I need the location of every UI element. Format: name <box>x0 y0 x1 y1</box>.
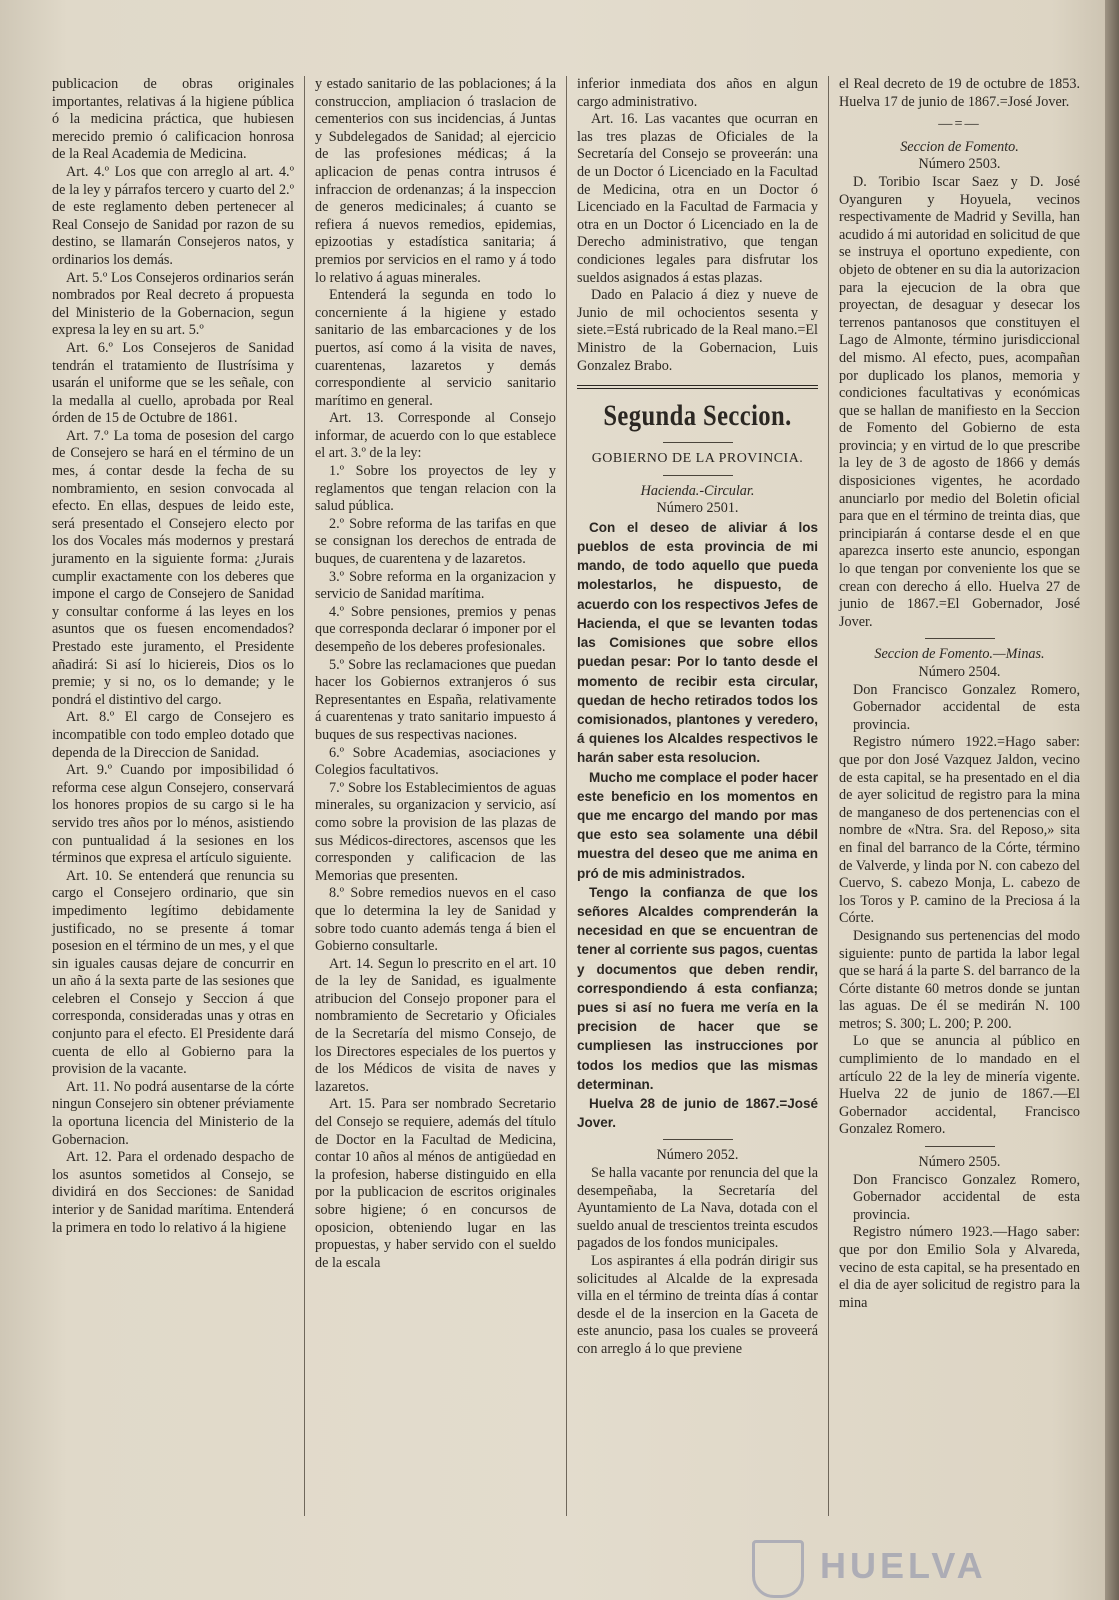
circular-rule <box>663 1139 733 1140</box>
paragraph: 3.º Sobre reforma en la organizacion y servicio de Sanidad marítima. <box>315 568 556 603</box>
ornament-separator: —=— <box>938 116 981 133</box>
minas-rule <box>925 1146 995 1147</box>
circular-text <box>577 518 818 1133</box>
paragraph: 1.º Sobre los proyectos de ley y reglamentos que tengan relacion con la salud pública. <box>315 463 556 515</box>
paragraph: Registro número 1922.=Hago saber: que por don José Vazquez Jaldon, vecino de esta capital, se ha presentado en el dia de ayer solicitud de registro para la mina de manganeso de dos pertenencias con el nombre de «Ntra. Sra. del Reposo,» sita en final del barranco de la Córte, término de Valverde, y linda por N. con cabezo del Cuervo, S. cabezo Monja, L. cabezo de los Toros y P. camino de la Preciosa á la Córte. <box>839 734 1080 927</box>
paragraph: Art. 8.º El cargo de Consejero es incompatible con todo empleo dotado que dependa de la Direccion de Sanidad. <box>52 709 294 761</box>
watermark-shield-icon <box>752 1540 804 1598</box>
number-2505: Número 2505. <box>918 1154 1001 1171</box>
paragraph: D. Toribio Iscar Saez y D. José Oyanguren y Hoyuela, vecinos respectivamente de Madrid y Sevilla, han acudido á mi autoridad en solicitud de que se instruya el oportuno expediente, con objeto de obtener en su dia la autorizacion para la ejecucion de la obra que proyectan, de desaguar y desecar los terrenos pantanosos que constituyen el Lago de Almonte, término jurisdiccional del mismo. Al efecto, pues, acompañan por duplicado los planos, memoria y condiciones facultativas y económicas que se hallan de manifiesto en la Seccion de Fomento del Gobierno de esta provincia; y en virtud de lo que prescribe la ley de 3 de agosto de 1866 y demás disposiciones vigentes, he acordado anunciarlo por medio del Boletin oficial para que en el término de treinta dias, que principiarán á contarse desde el en que aparezca inserto este anuncio, espongan lo que tengan por conveniente los que se crean con derecho á ello. Huelva 27 de junio de 1867.=El Gobernador, José Jover. <box>839 173 1080 630</box>
column-4-c-paragraphs <box>839 734 1080 1139</box>
paragraph: 7.º Sobre los Establecimientos de aguas minerales, su organizacion y servicio, así como sobre la provision de las plazas de sus Médicos-directores, ascensos que les corresponden y calificacion de las Memorias que presenten. <box>315 779 556 884</box>
paragraph: Art. 6.º Los Consejeros de Sanidad tendrán el tratamiento de Ilustrísima y usarán el uniforme que se les señale, con la medalla al cuello, aprobada por Real órden de 15 de Octubre de 1861. <box>52 339 294 427</box>
paragraph: Registro número 1923.—Hago saber: que por don Emilio Sola y Alvareda, vecino de esta capital, se ha presentado en el dia de ayer solicitud de registro para la mina <box>839 1224 1080 1311</box>
column-3 <box>566 76 828 1516</box>
paragraph: 2.º Sobre reforma de las tarifas en que se consignan los derechos de entrada de buques, de cuarentena y de lazaretos. <box>315 515 556 568</box>
column-3-top-paragraphs <box>577 76 818 375</box>
circular-paragraph: Mucho me complace el poder hacer este beneficio en los momentos en que me encargo del mando por mas que esto sea solamente una débil muestra del deseo que me anima en pró de mis administrados. <box>577 769 818 881</box>
column-1-paragraphs <box>52 76 294 1237</box>
column-4-d-paragraphs <box>839 1224 1080 1312</box>
paragraph: Entenderá la segunda en todo lo concerniente á la higiene y estado sanitario de las embarcaciones y de los puertos, así como á la visita de naves, cuarentenas, lazaretos y demás correspondiente al servicio sanitario marítimo en general. <box>315 287 556 409</box>
paragraph: 5.º Sobre las reclamaciones que puedan hacer los Gobiernos extranjeros ó sus Representantes en España, relativamente á cuarentenas y trato sanitario impuesto á buques de sus respectivas naciones. <box>315 656 556 743</box>
paragraph: Art. 9.º Cuando por imposibilidad ó reforma cese algun Consejero, conservará los honores propios de su cargo si le ha servido tres años por lo ménos, asistiendo con puntualidad á la sesiones en los términos que expresa el artículo siguiente. <box>52 762 294 867</box>
column-3-bottom-paragraphs <box>577 1165 818 1359</box>
paragraph: Art. 15. Para ser nombrado Secretario del Consejo se requiere, además del título de Doctor en la Facultad de Medicina, contar 10 años al ménos de antigüedad en la profesion, haberse distinguido en ella por la publicacion de escritos originales sobre higiene; ó en concursos de oposicion, obteniendo lugar en las propuestas, y haber servido con el sueldo de la escala <box>315 1096 556 1271</box>
number-2052: Número 2052. <box>656 1147 739 1164</box>
number-2504: Número 2504. <box>918 664 1001 680</box>
paragraph: inferior inmediata dos años en algun cargo administrativo. <box>577 76 818 110</box>
number-2501: Número 2501. <box>656 500 739 517</box>
hacienda-heading: Hacienda.-Circular. <box>640 482 755 499</box>
paragraph: Lo que se anuncia al público en cumplimiento de lo mandado en el artículo 22 de la ley de minería vigente. Huelva 22 de junio de 1867.—El Gobernador accidental, Francisco Gonzalez Romero. <box>839 1033 1080 1138</box>
paragraph: el Real decreto de 19 de octubre de 1853. Huelva 17 de junio de 1867.=José Jover. <box>839 76 1080 110</box>
column-1 <box>42 76 304 1516</box>
column-4 <box>828 76 1090 1516</box>
paragraph: Art. 4.º Los que con arreglo al art. 4.º de la ley y párrafos tercero y cuarto del 2.º de este reglamento deben pertenecer al Real Consejo de Sanidad por razon de su destino, se llamarán Consejeros natos, y ordinarios los demás. <box>52 163 294 268</box>
paragraph: Art. 16. Las vacantes que ocurran en las tres plazas de Oficiales de la Secretaría del Consejo se proveerán: una de un Doctor ó Licenciado en la Facultad de Medicina, otra en un Doctor ó Licenciado en la Facultad de Farmacia y otra en un Doctor ó Licenciado en la de Derecho administrativo, que tengan condiciones legales para disfrutar los sueldos asignados á estas plazas. <box>577 111 818 286</box>
gobierno-rule <box>663 475 733 476</box>
fomento-rule <box>925 638 995 639</box>
governor-2504: Don Francisco Gonzalez Romero, Gobernador accidental de esta provincia. <box>853 681 1080 733</box>
number-2503: Número 2503. <box>918 156 1001 173</box>
paragraph: Designando sus pertenencias del modo siguiente: punto de partida la labor legal que se hará á la parte S. del barranco de la Córte distante 60 metros donde se juntan las aguas. De él se medirán N. 100 metros; S. 300; L. 200; P. 200. <box>839 927 1080 1032</box>
paragraph: Art. 5.º Los Consejeros ordinarios serán nombrados por Real decreto á propuesta del Ministerio de la Gobernacion, segun expresa la ley en su art. 5.º <box>52 269 294 339</box>
watermark-text: HUELVA <box>820 1545 987 1586</box>
minas-heading: Seccion de Fomento.—Minas. <box>874 646 1045 663</box>
text-columns <box>42 76 1092 1516</box>
paragraph: 4.º Sobre pensiones, premios y penas que corresponda declarar ó imponer por el desempeño de los deberes profesionales. <box>315 603 556 655</box>
circular-paragraph: Con el deseo de aliviar á los pueblos de esta provincia de mi mando, de todo aquello que pueda molestarlos, he dispuesto, de acuerdo con los respectivos Jefes de Hacienda, el que se levanten todas las Comisiones que sobre ellos puedan pesar: Por lo tanto desde el momento de recibir esta circular, quedan de hecho retirados todos los comisionados, plantones y veredero, á quienes los Alcaldes respectivos le harán saber esta resolucion. <box>577 519 818 766</box>
paragraph: y estado sanitario de las poblaciones; á la construccion, ampliacion ó traslacion de cementerios con sus incidencias, á Juntas y Subdelegados de Sanidad; al ejercicio de las profesiones médicas; á la aplicacion de penas contra intrusos é infraccion de ordenanzas; á la inspeccion de generos medicinales; á cuanto se refiera á nuevos remedios, epidemias, epizootias y estadística sanitaria; á premios por servicios en el ramo y á todo lo relativo á aguas minerales. <box>315 76 556 286</box>
paragraph: Art. 13. Corresponde al Consejo informar, de acuerdo con lo que establece el art. 3.º de la ley: <box>315 410 556 462</box>
paragraph: Se halla vacante por renuncia del que la desempeñaba, la Secretaría del Ayuntamiento de La Nava, dotada con el sueldo anual de trescientos treinta escudos pagados de los fondos municipales. <box>577 1164 818 1252</box>
governor-2505: Don Francisco Gonzalez Romero, Gobernador accidental de esta provincia. <box>853 1171 1080 1223</box>
column-2-paragraphs <box>315 76 556 1272</box>
paragraph: 6.º Sobre Academias, asociaciones y Colegios facultativos. <box>315 744 556 779</box>
column-2 <box>304 76 566 1516</box>
paragraph: Art. 10. Se entenderá que renuncia su cargo el Consejero ordinario, que sin impedimento legítimo debidamente justificado, no se presente á tomar posesion en el término de un mes, y el que sin iguales causas dejare de concurrir en un año á la sexta parte de las sesiones que celebren el Consejo y Seccion á que corresponda, consideradas unas y otras en conjunto para el efecto. El Presidente dará cuenta de ello al Gobierno para la provision de la vacante. <box>52 867 294 1078</box>
title-rule <box>663 442 733 443</box>
paragraph: Art. 12. Para el ordenado despacho de los asuntos sometidos al Consejo, se dividirá en dos Secciones: de Sanidad interior y de Sanidad marítima. Entenderá la primera en todo lo relativo á la higiene <box>52 1149 294 1236</box>
column-4-a-paragraphs <box>839 76 1080 111</box>
column-4-b-paragraphs <box>839 174 1080 631</box>
paragraph: Art. 11. No podrá ausentarse de la córte ningun Consejero sin obtener préviamente la oportuna licencia del Ministerio de la Gobernacion. <box>52 1078 294 1148</box>
fomento-heading: Seccion de Fomento. <box>900 138 1019 155</box>
paragraph: Los aspirantes á ella podrán dirigir sus solicitudes al Alcalde de la expresada villa en el término de treinta días á contar desde el de la insercion en la Gaceta de este anuncio, pasa los cuales se proveerá con arreglo á lo que previene <box>577 1252 818 1357</box>
paragraph: Art. 7.º La toma de posesion del cargo de Consejero se hará en el término de un mes, á contar desde la fecha de su nombramiento, en sesion convocada al efecto. En ellas, despues de leido este, será presentado el Consejero electo por los dos Vocales más modernos y prestará juramento en la siguiente forma: ¿Jurais cumplir exactamente con los deberes que impone el cargo de Consejero de Sanidad y consultar conforme á las leyes en los asuntos que os fuesen encomendados? Prestado este juramento, el Presidente añadirá: Si así lo hiciereis, Dios os lo premie; y si no, os lo demande; y le pondrá el distintivo del cargo. <box>52 427 294 708</box>
paragraph: publicacion de obras originales importantes, relativas á la higiene pública ó la medicina práctica, que hubiesen merecido premio ó calificacion honrosa de la Real Academia de Medicina. <box>52 76 294 163</box>
circular-paragraph: Tengo la confianza de que los señores Alcaldes comprenderán la necesidad en que se encuentran de tener al corriente sus pagos, cuentas y documentos que deben rendir, correspondiendo á esta confianza; pues si así no fuera me vería en la precision de hacer que se cumpliesen las instrucciones por todos los medios que las mismas determinan. <box>577 884 818 1092</box>
section-title: Segunda Seccion. <box>603 399 792 433</box>
paragraph: 8.º Sobre remedios nuevos en el caso que lo determina la ley de Sanidad y sobre todo cuanto además tenga á bien el Gobierno consultarle. <box>315 885 556 955</box>
page-edge <box>1105 0 1119 1600</box>
circular-signature: Huelva 28 de junio de 1867.=José Jover. <box>577 1095 818 1131</box>
section-divider <box>577 385 818 389</box>
gobierno-heading: GOBIERNO DE LA PROVINCIA. <box>591 451 804 467</box>
paragraph: Art. 14. Segun lo prescrito en el art. 10 de la ley de Sanidad, es igualmente atribucion del Consejo proponer para el nombramiento de Secretario y Oficiales de la Secretaría del mismo Consejo, de los Directores especiales de los puertos y de los Médicos de visita de naves y lazaretos. <box>315 955 556 1095</box>
paragraph: Dado en Palacio á diez y nueve de Junio de mil ochocientos sesenta y siete.=Está rubricado de la Real mano.=El Ministro de la Gobernacion, Luis Gonzalez Brabo. <box>577 287 818 374</box>
